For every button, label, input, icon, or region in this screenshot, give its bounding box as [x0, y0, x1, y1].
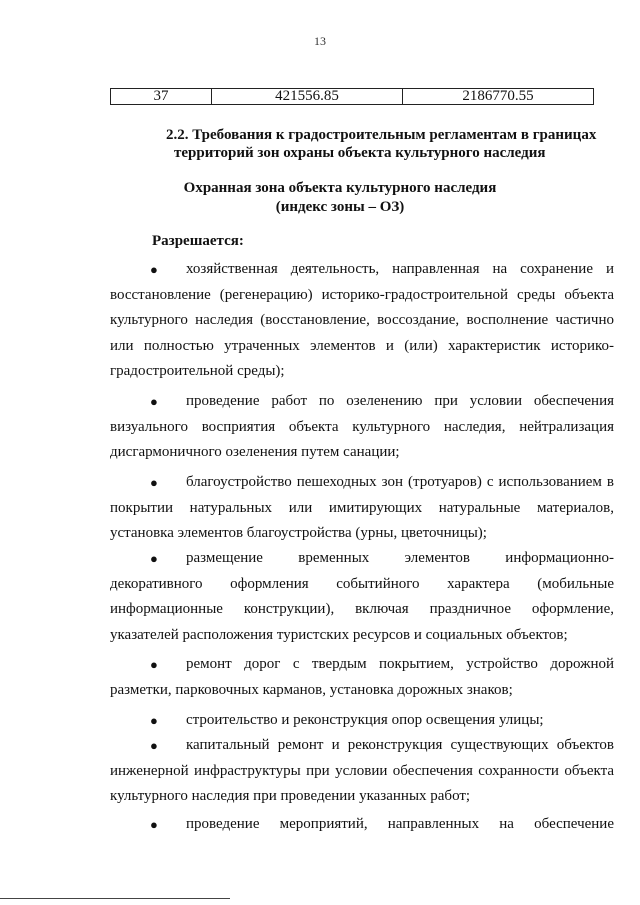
- list-item-text: разметки, парковочных карманов, установка дорожных знаков;: [110, 681, 513, 698]
- list-item-text: проведение работ по озеленению при условии обеспечения: [186, 393, 614, 409]
- list-item-text: культурного наследия (восстановление, воссоздание, восполнение частично: [110, 312, 614, 328]
- list-item-text: капитальный ремонт и реконструкция существующих объектов: [186, 737, 614, 753]
- list-item-text: информационные конструкции), включая праздничное оформление,: [110, 601, 614, 617]
- allowed-label: Разрешается:: [152, 233, 244, 249]
- list-item-line: [110, 334, 614, 360]
- list-item-line: [110, 389, 614, 415]
- list-item-text: инженерной инфраструктуры при условии обеспечения сохранности объекта: [110, 762, 614, 779]
- list-item-line: [110, 597, 614, 623]
- bullet-icon: ●: [150, 817, 158, 832]
- list-item: [110, 733, 614, 810]
- x-coordinate-cell: 421556.85: [212, 89, 403, 105]
- list-item-line: [110, 308, 614, 334]
- list-item-text: или полностью утраченных элементов и (или) характеристик историко-: [110, 337, 614, 354]
- list-item-text: культурного наследия при проведении указанных работ;: [110, 788, 471, 804]
- list-item-line: [110, 678, 614, 704]
- list-item-text: установка элементов благоустройства (урны, цветочницы);: [110, 525, 487, 541]
- list-item-line: [110, 283, 614, 309]
- list-item-text: градостроительной среды);: [110, 363, 285, 379]
- bullet-icon: ●: [150, 551, 158, 566]
- list-item: [110, 470, 614, 547]
- list-item-text: восстановление (регенерацию) историко-градостроительной среды объекта: [110, 286, 614, 303]
- list-item-line: [110, 652, 614, 678]
- coordinates-table: [110, 88, 594, 105]
- section-heading-line-1: 2.2. Требования к градостроительным регламентам в границах: [166, 127, 597, 143]
- footer-rule: [0, 898, 230, 899]
- bullet-icon: ●: [150, 394, 158, 409]
- section-heading: [166, 126, 606, 162]
- list-item-line: [110, 812, 614, 838]
- list-item-line: [110, 359, 614, 385]
- list-item-line: [110, 546, 614, 572]
- list-item-text: ремонт дорог с твердым покрытием, устройство дорожной: [186, 656, 614, 672]
- list-item: [110, 546, 614, 648]
- point-number-cell: 37: [111, 89, 212, 105]
- list-item-text: строительство и реконструкция опор освещения улицы;: [186, 712, 544, 728]
- list-item-text: размещение временных элементов информационно-: [186, 550, 614, 566]
- bullet-icon: ●: [150, 262, 158, 277]
- list-item: [110, 257, 614, 385]
- list-item-text: благоустройство пешеходных зон (тротуаров) с использованием в: [186, 474, 614, 490]
- zone-title-line-1: Охранная зона объекта культурного наследия: [183, 180, 497, 196]
- list-item-text: покрытии натуральных или имитирующих натуральные материалов,: [110, 499, 614, 516]
- list-item-text: визуального восприятия объекта культурного наследия, нейтрализация: [110, 418, 614, 435]
- bullet-icon: ●: [150, 738, 158, 753]
- bullet-icon: ●: [150, 475, 158, 490]
- y-coordinate-cell: 2186770.55: [403, 89, 594, 105]
- list-item-line: [110, 572, 614, 598]
- list-item-text: дисгармоничного озеленения путем санации;: [110, 444, 400, 460]
- list-item-line: [110, 415, 614, 441]
- list-item-text: проведение мероприятий, направленных на обеспечение: [186, 816, 614, 832]
- page-number: 13: [314, 34, 326, 48]
- list-item-line: [110, 440, 614, 466]
- list-item-line: [110, 496, 614, 522]
- list-item: [110, 652, 614, 703]
- list-item-text: декоративного оформления событийного характера (мобильные: [110, 575, 614, 592]
- list-item-line: [110, 521, 614, 547]
- list-item-line: [110, 470, 614, 496]
- list-item: [110, 389, 614, 466]
- table-row: [111, 89, 594, 105]
- bullet-icon: ●: [150, 657, 158, 672]
- list-item-line: [110, 733, 614, 759]
- section-heading-line-2: территорий зон охраны объекта культурного наследия: [174, 145, 546, 161]
- list-item-line: [110, 784, 614, 810]
- list-item: [110, 708, 614, 734]
- bullet-icon: ●: [150, 713, 158, 728]
- list-item-text: хозяйственная деятельность, направленная на сохранение и: [186, 261, 614, 277]
- list-item-line: [110, 759, 614, 785]
- list-item-line: [110, 257, 614, 283]
- list-item: [110, 812, 614, 838]
- list-item-text: указателей расположения туристских ресурсов и социальных объектов;: [110, 626, 568, 643]
- zone-title-line-2: (индекс зоны – ОЗ): [275, 199, 405, 215]
- zone-title: [0, 179, 640, 217]
- list-item-line: [110, 708, 614, 734]
- list-item-line: [110, 623, 614, 649]
